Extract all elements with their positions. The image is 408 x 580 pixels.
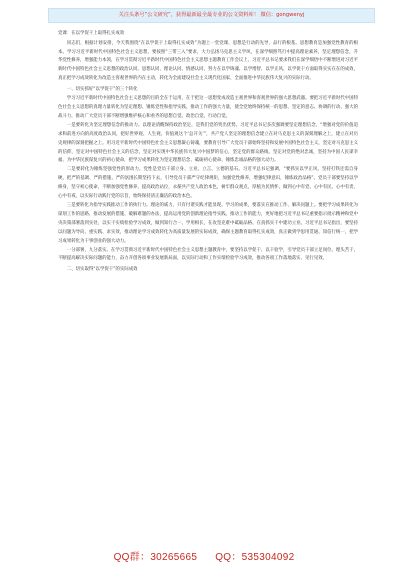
section-1-paragraph: 一分部署，九分落实。在学习贯彻习近平新时代中国特色社会主义思想主题教育中，要坚持以学促干、以干验学，引导党员干部立足岗位、埋头苦干，不断提高解决实际问题的能力，奋力开创各项事业发展新局面，以实际行动和工作实绩检验学习成效，推动各项工作落地落实、见行见效。 <box>58 247 358 262</box>
document-subtitle: 党课：在以学促干上取得扎实成效 <box>58 31 125 36</box>
section-1-paragraph: 学习习近平新时代中国特色社会主义思想的目的全在于运用，在于把这一思想变成改造主观世界和客观世界的强大思想武器。要把习近平新时代中国特色社会主义思想的真理力量转化为坚定理想、锤炼党性和指导实践、推动工作的强大力量，使全党始终保持统一的思想、坚定的意志、协调的行动、强大的战斗力，推动广大党员干部不断增强维护核心和看齐的思想自觉、政治自觉、行动自觉。 <box>58 96 358 119</box>
intro-paragraph: 同志们，根据计划安排，今天我围绕“在以学促干上取得扎实成效”为题上一堂党课，思想是行动的先导，品行的根基。思想教育是加强党性教育的根本。学习习近平新时代中国特色社会主义思想，要按照“三带三入”要求，大力弘扬马克思主义学风，在深学细照笃行中提高理论素养，坚定理想信念，升华党性修养，增强能力本领，在学习贯彻习近平新时代中国特色社会主义思想主题教育工作会议上，习近平总书记要求我们在深学细悟中不断增进对习近平新时代中国特色社会主义思想的政治认同、思想认同、理论认同、情感认同，努力在以学铸魂、以学增智、以学正风、以学促干方面取得实实在在的成效，真正把学习成效转化为改造主客观世界的内在主动，转化为全面建设社会主义现代化国家、全面推进中华民族伟大复兴的实际行动。 <box>58 40 358 82</box>
qq-contact-text: QQ：535304092 <box>215 552 295 563</box>
footer-banner <box>0 552 408 564</box>
promo-banner: 关注头条号“公文研究”，获得最新最全最专业的公文资料库！ 微信：gongwenyj <box>48 8 375 23</box>
document-body <box>58 30 358 275</box>
qq-group-text: QQ群：30265665 <box>113 552 198 563</box>
section-1-heading: 一、切实抓好“以学促干”的三个转化 <box>66 86 138 92</box>
section-1-paragraph: 三是要转化为指导实践推动工作的执行力。理论的威力，只有付诸实践才能显现。学习的成果，要落实在推动工作、解决问题上。要把学习成果转化为谋划工作的思路、推动发展的措施、破解难题的办法，提高运用党的创新理论指导实践、推动工作的能力，更好地把习近平总书记重要指示批示精神和党中央决策部署落到实处，以实干实绩检验学习成效，做到知行合一、学用相长，在攻坚克难中砥砺品格、在真抓实干中建功立业。习近平总书记指出，要坚持以问题为导向、重实践、求实效，推动理论学习成效转化为高质量发展的实际成效，确保主题教育取得扎实成效，真正做到学思用贯通、知信行统一，把学习成果转化为干事创业的强大动力。 <box>58 203 358 244</box>
section-2-heading: 二、切实取得“以学促干”的实际成效 <box>66 266 138 272</box>
section-1-paragraph: 一是要转化为坚定理想信念的推动力。以理论清醒保持政治坚定，是我们党的突出优势。习近平总书记多次强调要坚定理想信念，“增强对党的价值追求和前进方向的高度政治认同，把好世界观、人生观、价值观这个‘总开关’”，共产党人坚定的理想信念建立在对马克思主义的深刻理解之上，建立在对历史规律的深刻把握之上。用习近平新时代中国特色社会主义思想凝心铸魂，要教育引导广大党员干部始终坚持和发展中国特色社会主义，坚定对马克思主义的信仰，坚定对中国特色社会主义的信念，坚定对实现中华民族伟大复兴中国梦的信心，坚定党的群众路线、坚定对党的绝对忠诚，坚持为中国人民谋幸福、为中华民族谋复兴的初心使命，把学习成果转化为坚定理想信念、砥砺初心使命、锤炼忠诚品格的强大动力。 <box>58 122 358 164</box>
section-1-paragraph: 二是要转化为锤炼坚强党性的原动力。党性是党员干部立身、立业、立言、立德的基石。习近平总书记强调，“要抓实以学正风，坚持打铁还需自身硬、把严的基调、严的措施、严的氛围长期坚持下去，引导党员干部严守纪律规矩，加强党性修养，增强纪律意识，锤炼政治品格”。党员干部要坚持以学修身，坚守初心使命，不断加强党性修养，提高政治站位，永葆共产党人政治本色，树牢群众观点，厚植为民情怀，做到心中有党、心中有民、心中有责、心中有戒，以实际行动践行党的宗旨，始终保持清正廉洁的政治本色。 <box>58 167 358 200</box>
